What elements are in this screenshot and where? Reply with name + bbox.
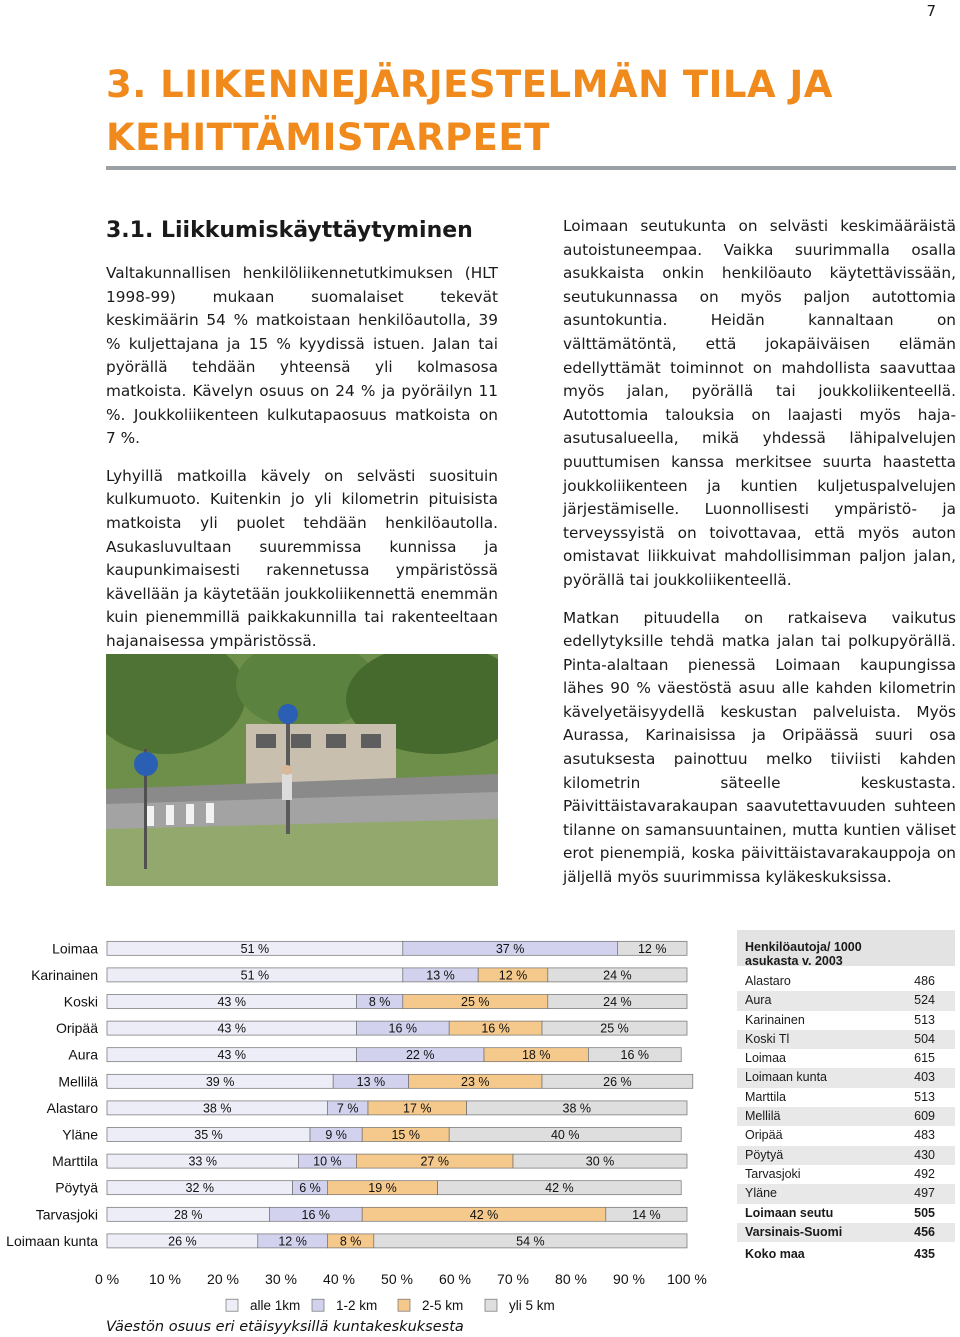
legend-swatch — [312, 1299, 324, 1311]
category-label: Alastaro — [46, 1099, 98, 1116]
table-row — [737, 1088, 955, 1107]
x-tick-label: 0 % — [94, 1271, 120, 1288]
title-divider — [106, 166, 956, 170]
bar-data-label: 8 % — [339, 1234, 362, 1249]
x-tick-label: 20 % — [207, 1271, 239, 1288]
bar-data-label: 27 % — [420, 1154, 449, 1169]
x-tick-label: 100 % — [667, 1271, 707, 1288]
bar-data-label: 26 % — [168, 1234, 197, 1249]
category-label: Loimaa — [52, 940, 98, 957]
bar-data-label: 54 % — [516, 1234, 545, 1249]
x-tick-label: 90 % — [613, 1271, 645, 1288]
bar-data-label: 33 % — [188, 1154, 217, 1169]
bar-data-label: 16 % — [301, 1207, 331, 1222]
section-heading: 3.1. Liikkumiskäyttäytyminen — [106, 218, 473, 243]
chapter-title-line-2: KEHITTÄMISTARPEET — [106, 116, 550, 159]
left-column — [106, 262, 498, 668]
bar-data-label: 51 % — [240, 968, 270, 983]
table-row — [737, 1223, 955, 1242]
x-tick-label: 60 % — [439, 1271, 471, 1288]
table-row-name: Loimaan kunta — [745, 1070, 828, 1085]
table-row-name: Koski Tl — [745, 1031, 790, 1046]
table-row-value: 609 — [914, 1109, 935, 1124]
category-label: Karinainen — [31, 966, 98, 983]
table-row-value: 497 — [914, 1186, 935, 1201]
car-ownership-table — [737, 930, 955, 1264]
category-label: Tarvasjoki — [35, 1206, 98, 1223]
bar-data-label: 35 % — [194, 1128, 223, 1142]
legend-swatch — [485, 1299, 497, 1311]
legend-label: 1-2 km — [336, 1298, 378, 1314]
table-row-value: 513 — [914, 1012, 935, 1027]
table-row-name: Alastaro — [745, 974, 791, 988]
chapter-title-line-1: 3. LIIKENNEJÄRJESTELMÄN TILA JA — [106, 63, 833, 106]
table-row-value: 504 — [914, 1031, 935, 1046]
table-row — [737, 1068, 955, 1087]
table-row-name: Karinainen — [745, 1012, 805, 1027]
bar-data-label: 23 % — [461, 1074, 490, 1089]
bar-data-label: 51 % — [240, 941, 270, 956]
category-label: Oripää — [55, 1020, 98, 1037]
bar-data-label: 12 % — [278, 1234, 307, 1249]
right-paragraph-1: Loimaan seutukunta on selvästi keskimääräistä autoistuneempaa. Vaikka suurimmalla osalla asukkaista onkin henkilöauto käytettävissään, seutukunnassa on myös paljon autottomia asuntokuntia. Heidän kannaltaan on välttämätöntä, että jokapäiväisen elämän edellyttämät toiminnot on mahdollista saavuttaa myös jalan, pyörällä tai joukkoliikenteellä. Autottomia talouksia on laajasti myös haja-asutusalueella, mikä yhdessä lähipalvelujen puuttumisen kanssa merkitsee suurta haastetta joukkoliikenteen ja kuntien kuljetuspalvelujen järjestämiselle. Luonnollisesti ympäristö- ja terveyssyistä on toivottavaa, että myös auton omistavat liikkuivat mahdollisimman paljon jalan, pyörällä tai joukkoliikenteellä. — [563, 217, 956, 589]
table-row-name: Loimaa — [745, 1051, 786, 1066]
table-total-name: Koko maa — [745, 1247, 805, 1262]
bar-data-label: 43 % — [217, 1048, 246, 1063]
table-row — [737, 1204, 955, 1223]
legend-label: yli 5 km — [509, 1298, 555, 1314]
bar-data-label: 39 % — [205, 1074, 235, 1089]
table-header-line-2: asukasta v. 2003 — [745, 954, 843, 968]
x-tick-label: 70 % — [497, 1271, 529, 1288]
x-tick-label: 50 % — [381, 1271, 413, 1288]
x-tick-label: 30 % — [265, 1271, 297, 1288]
bar-data-label: 12 % — [637, 941, 667, 956]
x-tick-label: 80 % — [555, 1271, 587, 1288]
bar-data-label: 24 % — [603, 968, 632, 983]
distance-share-chart — [0, 925, 730, 1337]
table-row — [737, 1184, 955, 1203]
table-row-name: Marttila — [745, 1089, 786, 1104]
bar-data-label: 6 % — [299, 1181, 321, 1196]
table-row-name: Yläne — [745, 1186, 777, 1201]
category-label: Pöytyä — [55, 1179, 98, 1196]
table-row-value: 513 — [914, 1089, 935, 1104]
table-row — [737, 991, 955, 1010]
street-photo — [106, 654, 498, 886]
table-row — [737, 972, 955, 991]
table-row-name: Pöytyä — [745, 1147, 784, 1162]
table-row — [737, 1126, 955, 1145]
bar-data-label: 17 % — [403, 1101, 432, 1116]
table-row-value: 483 — [914, 1128, 935, 1143]
bar-data-label: 28 % — [173, 1207, 203, 1222]
table-total-value: 435 — [914, 1247, 935, 1262]
table-row-value: 403 — [914, 1070, 935, 1085]
table-row — [737, 1049, 955, 1068]
page-number: 7 — [926, 2, 936, 20]
bar-data-label: 25 % — [461, 995, 490, 1009]
table-row-name: Tarvasjoki — [745, 1166, 801, 1181]
bar-data-label: 12 % — [498, 968, 528, 983]
bar-data-label: 30 % — [585, 1154, 615, 1169]
bar-data-label: 18 % — [521, 1048, 551, 1063]
table-header-line-1: Henkilöautoja/ 1000 — [745, 940, 862, 954]
category-label: Loimaan kunta — [6, 1232, 98, 1249]
bar-data-label: 16 % — [481, 1021, 510, 1036]
bar-data-label: 13 % — [356, 1074, 386, 1089]
table-row-name: Loimaan seutu — [745, 1205, 834, 1220]
bar-data-label: 16 % — [620, 1048, 650, 1063]
right-paragraph-2: Matkan pituudella on ratkaiseva vaikutus edellytyksille tehdä matka jalan tai polkupyörällä. Pinta-alaltaan pienessä Loimaan kaupungissa lähes 90 % väestöstä asuu alle kahden kilometrin kävelyetäisyydellä keskustan palveluista. Myös Aurassa, Karinaisissa ja Oripäässä suuri osa asutuksesta painottuu melko tiiviisti kahden kilometrin säteelle keskustasta. Päivittäistavarakaupan saavutettavuuden suhteen tilanne on samansuuntainen, mutta kuntien väliset erot pienempiä, koska päivittäistavarakauppoja on jäljellä myös suurimmissa kyläkeskuksissa. — [563, 608, 956, 887]
table-row-value: 615 — [914, 1051, 935, 1066]
bar-data-label: 15 % — [391, 1128, 420, 1142]
bar-data-label: 32 % — [185, 1181, 215, 1196]
table-row — [737, 1165, 955, 1184]
left-paragraph-1: Valtakunnallisen henkilöliikennetutkimuksen (HLT 1998-99) mukaan suomalaiset tekevät keskimäärin 54 % matkoistaan henkilöautolla, 39 % kuljettajana ja 15 % kyydissä istuen. Jalan tai pyörällä tehdään yhteensä yli kolmasosa matkoista. Kävelyn osuus on 24 % ja pyöräilyn 11 %. Joukkoliikenteen kulkutapaosuus matkoista on 7 %. — [106, 264, 498, 448]
bar-data-label: 38 % — [202, 1101, 232, 1116]
category-label: Mellilä — [58, 1073, 98, 1090]
street-photo-illustration — [106, 654, 498, 886]
table-row-value: 456 — [914, 1224, 935, 1239]
legend-swatch — [398, 1299, 410, 1311]
bar-data-label: 13 % — [426, 968, 455, 983]
table-rows — [737, 972, 955, 1242]
category-label: Koski — [63, 993, 98, 1010]
table-row — [737, 1011, 955, 1030]
bar-data-label: 24 % — [603, 995, 632, 1009]
table-row-name: Aura — [745, 993, 772, 1008]
table-row — [737, 1030, 955, 1049]
bar-data-label: 42 % — [545, 1181, 574, 1196]
bar-data-label: 16 % — [388, 1021, 418, 1036]
bar-data-label: 22 % — [405, 1048, 435, 1063]
x-tick-label: 40 % — [323, 1271, 355, 1288]
bar-data-label: 43 % — [217, 995, 246, 1009]
table-row-name: Oripää — [745, 1128, 783, 1143]
legend-swatch — [226, 1299, 238, 1311]
x-tick-label: 10 % — [149, 1271, 181, 1288]
table-row-value: 505 — [914, 1205, 935, 1220]
category-label: Marttila — [52, 1153, 98, 1170]
table-row — [737, 1146, 955, 1165]
bar-data-label: 38 % — [562, 1101, 592, 1116]
left-paragraph-2: Lyhyillä matkoilla kävely on selvästi suosituin kulkumuoto. Kuitenkin jo yli kilometrin pituisista matkoista yli puolet tehdään henkilöautolla. Asukasluvultaan suuremmissa kunnissa ja kaupunkimaisesti rakennetussa ympäristössä kävellään ja käytetään joukkoliikennettä enemmän kuin pienemmillä paikkakunnilla tai rakenteeltaan hajanaisessa ympäristössä. — [106, 466, 498, 650]
chart-title: Väestön osuus eri etäisyyksillä kuntakeskuksesta — [106, 1319, 464, 1335]
table-row-name: Varsinais-Suomi — [745, 1224, 843, 1239]
bar-data-label: 19 % — [368, 1181, 397, 1196]
bar-data-label: 14 % — [632, 1207, 661, 1222]
bar-data-label: 26 % — [603, 1074, 632, 1089]
car-ownership-table-header — [737, 930, 955, 966]
category-label: Aura — [68, 1046, 98, 1063]
bar-data-label: 43 % — [217, 1021, 246, 1036]
bar-data-label: 40 % — [550, 1128, 580, 1142]
table-row — [737, 1107, 955, 1126]
table-row-value: 430 — [914, 1147, 935, 1162]
legend-label: alle 1km — [250, 1298, 301, 1314]
legend-label: 2-5 km — [422, 1298, 464, 1314]
chapter-title — [106, 58, 946, 164]
table-row-value: 524 — [914, 993, 935, 1008]
bar-data-label: 10 % — [313, 1154, 342, 1169]
table-row-name: Mellilä — [745, 1109, 781, 1124]
table-row-total — [737, 1245, 955, 1264]
bar-data-label: 25 % — [600, 1021, 629, 1036]
bar-data-label: 37 % — [495, 941, 525, 956]
bar-data-label: 7 % — [336, 1101, 359, 1116]
table-row-value: 492 — [914, 1166, 935, 1181]
table-row-value: 486 — [914, 974, 935, 988]
bar-data-label: 42 % — [469, 1207, 499, 1222]
category-label: Yläne — [62, 1126, 98, 1143]
bar-data-label: 9 % — [325, 1128, 347, 1142]
bar-data-label: 8 % — [368, 995, 391, 1009]
right-column — [563, 215, 956, 904]
